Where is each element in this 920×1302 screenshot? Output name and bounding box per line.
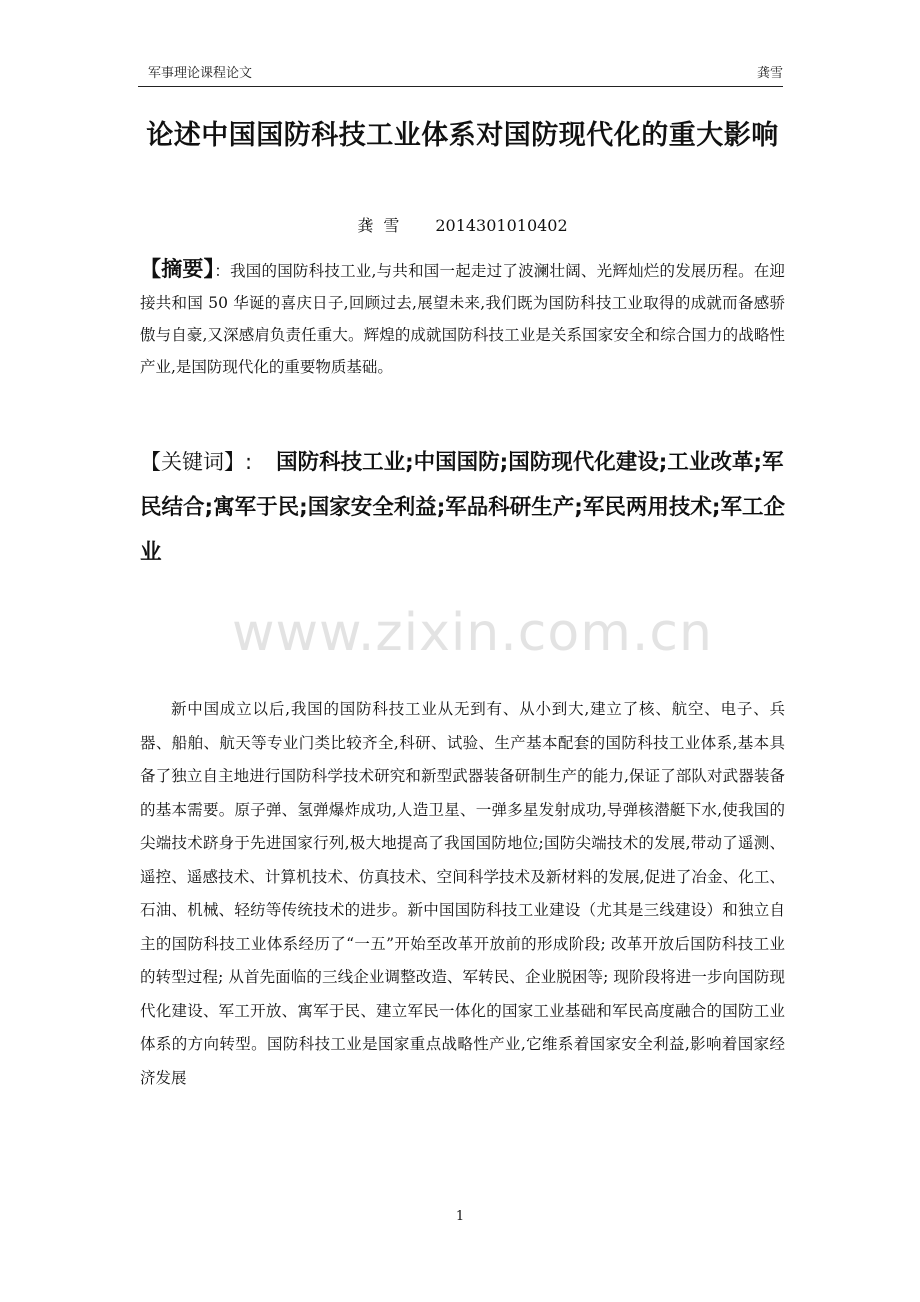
page-header xyxy=(138,64,783,87)
student-id: 2014301010402 xyxy=(435,216,568,235)
keywords-text: 国防科技工业;中国国防;国防现代化建设;工业改革;军民结合;寓军于民;国家安全利益;军品科研生产;军民两用技术;军工企业 xyxy=(140,450,785,565)
body-paragraph: 新中国成立以后,我国的国防科技工业从无到有、从小到大,建立了核、航空、电子、兵器、船舶、航天等专业门类比较齐全,科研、试验、生产基本配套的国防科技工业体系,基本具备了独立自主地进行国防科学技术研究和新型武器装备研制生产的能力,保证了部队对武器装备的基本需要。原子弹、氢弹爆炸成功,人造卫星、一弹多星发射成功,导弹核潜艇下水,使我国的尖端技术跻身于先进国家行列,极大地提高了我国国防地位;国防尖端技术的发展,带动了遥测、遥控、遥感技术、计算机技术、仿真技术、空间科学技术及新材料的发展,促进了冶金、化工、石油、机械、轻纺等传统技术的进步。新中国国防科技工业建设（尤其是三线建设）和独立自主的国防科技工业体系经历了“一五”开始至改革开放前的形成阶段; 改革开放后国防科技工业的转型过程; 从首先面临的三线企业调整改造、军转民、企业脱困等; 现阶段将进一步向国防现代化建设、军工开放、寓军于民、建立军民一体化的国家工业基础和军民高度融合的国防工业体系的方向转型。国防科技工业是国家重点战略性产业,它维系着国家安全利益,影响着国家经济发展 xyxy=(140,700,785,1087)
keywords-label: 【关键词】: xyxy=(140,450,253,474)
watermark: www.zixin.com.cn xyxy=(232,603,713,663)
abstract-text: ：我国的国防科技工业,与共和国一起走过了波澜壮阔、光辉灿烂的发展历程。在迎接共和国 50 华诞的喜庆日子,回顾过去,展望未来,我们既为国防科技工业取得的成就而备感骄傲与自豪,又深感肩负责任重大。辉煌的成就国防科技工业是关系国家安全和综合国力的战略性产业,是国防现代化的重要物质基础。 xyxy=(140,262,785,376)
header-author: 龚雪 xyxy=(756,66,783,81)
author-line xyxy=(140,214,785,238)
page-number: 1 xyxy=(455,1209,465,1224)
abstract-label: 【摘要】 xyxy=(140,257,215,281)
header-course-title: 军事理论课程论文 xyxy=(148,66,253,81)
keywords xyxy=(140,440,785,576)
paper-title: 论述中国国防科技工业体系对国防现代化的重大影响 xyxy=(146,120,779,151)
abstract xyxy=(140,253,785,383)
author-name: 龚雪 xyxy=(357,216,410,235)
